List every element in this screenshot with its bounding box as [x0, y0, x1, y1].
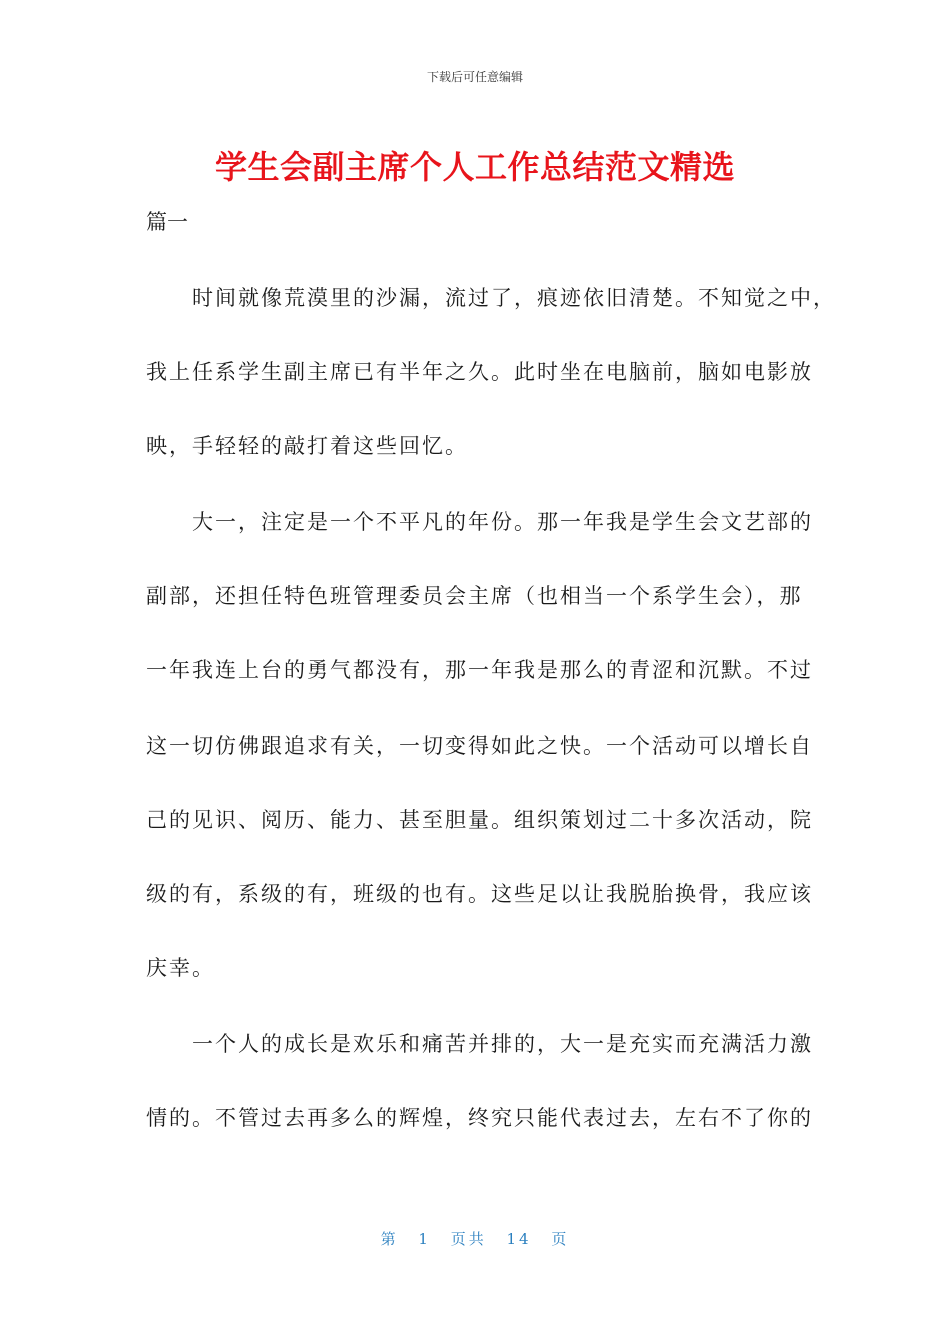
paragraph-line: 我上任系学生副主席已有半年之久。此时坐在电脑前，脑如电影放	[146, 360, 813, 384]
paragraph-line: 情的。不管过去再多么的辉煌，终究只能代表过去，左右不了你的	[146, 1106, 813, 1130]
footer-middle: 页共	[450, 1230, 487, 1248]
page-footer	[0, 1228, 950, 1249]
paragraph-line: 时间就像荒漠里的沙漏，流过了，痕迹依旧清楚。不知觉之中，	[146, 286, 836, 310]
footer-prefix: 第	[380, 1230, 399, 1248]
paragraph-line: 大一，注定是一个不平凡的年份。那一年我是学生会文艺部的	[146, 510, 813, 534]
footer-total-pages: 14	[506, 1230, 532, 1248]
paragraph-line: 映，手轻轻的敲打着这些回忆。	[146, 434, 468, 458]
paragraph-line: 庆幸。	[146, 956, 215, 980]
document-title: 学生会副主席个人工作总结范文精选	[214, 148, 735, 186]
paragraph-line: 级的有，系级的有，班级的也有。这些足以让我脱胎换骨，我应该	[146, 882, 813, 906]
paragraph-line: 这一切仿佛跟追求有关，一切变得如此之快。一个活动可以增长自	[146, 734, 813, 758]
footer-page-number: 1	[418, 1230, 431, 1248]
paragraph-line: 副部，还担任特色班管理委员会主席（也相当一个系学生会），那	[146, 584, 803, 608]
footer-suffix: 页	[551, 1230, 570, 1248]
paragraph-line: 一个人的成长是欢乐和痛苦并排的，大一是充实而充满活力激	[146, 1032, 813, 1056]
header-note: 下载后可任意编辑	[426, 70, 523, 84]
paragraph-line: 己的见识、阅历、能力、甚至胆量。组织策划过二十多次活动，院	[146, 808, 813, 832]
section-label: 篇一	[146, 210, 188, 234]
paragraph-line: 一年我连上台的勇气都没有，那一年我是那么的青涩和沉默。不过	[146, 658, 813, 682]
